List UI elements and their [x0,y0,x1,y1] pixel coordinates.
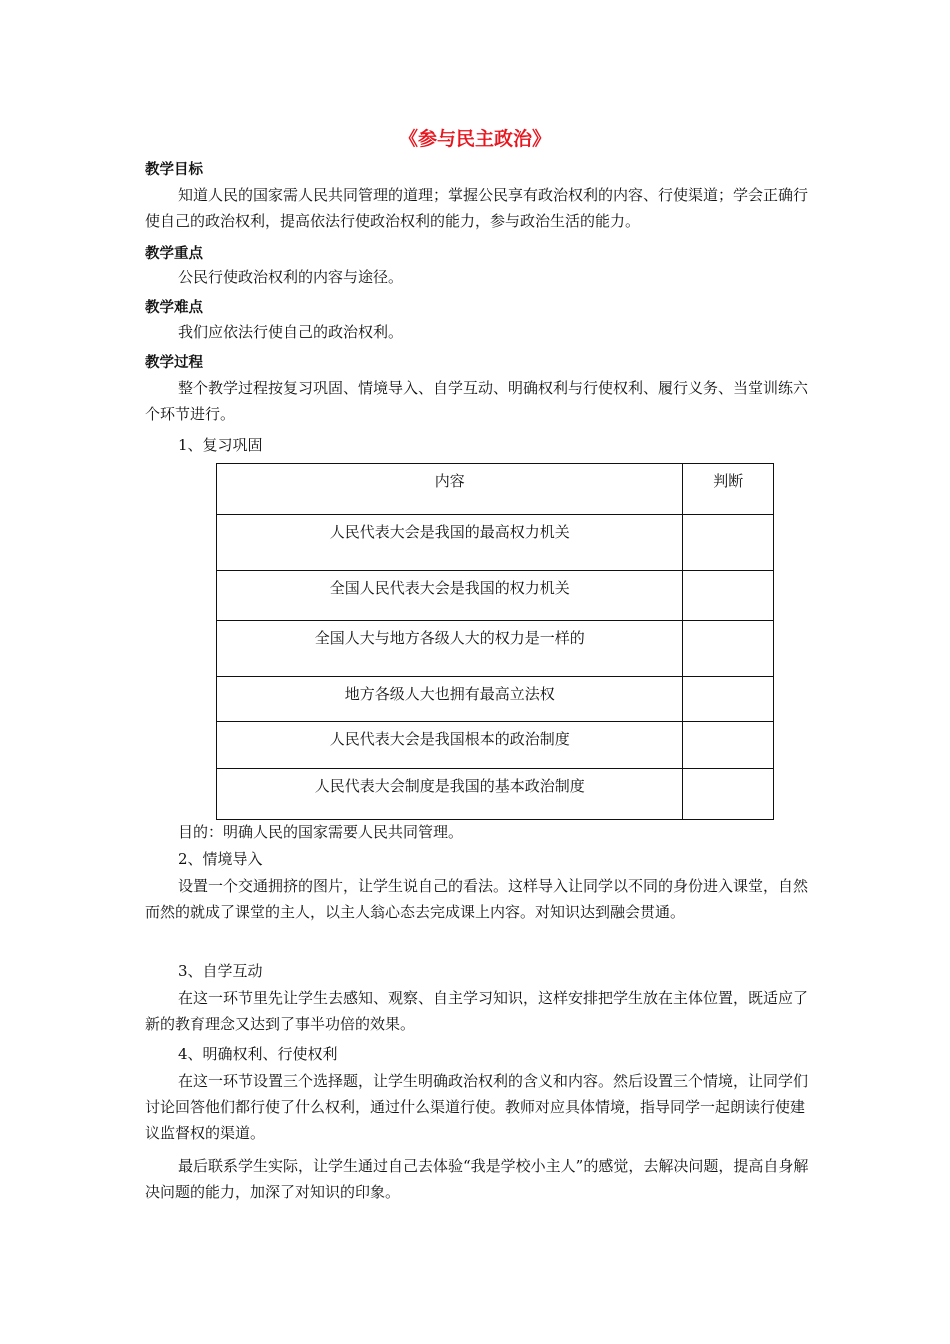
process-heading: 教学过程 [145,355,203,371]
difficulty-text: 我们应依法行使自己的政治权利。 [178,323,404,341]
table-header-row [217,464,774,515]
difficulty-heading: 教学难点 [145,300,203,316]
focus-heading: 教学重点 [145,246,203,262]
step2-label: 2、情境导入 [178,850,263,868]
table-header-judgement: 判断 [683,464,774,515]
table-cell-content: 全国人大与地方各级人大的权力是一样的 [217,621,683,677]
table-cell-judgement[interactable] [683,515,774,571]
review-table [216,463,774,820]
step1-purpose: 目的：明确人民的国家需要人民共同管理。 [178,823,464,841]
step3-label: 3、自学互动 [178,962,263,980]
table-row [217,677,774,722]
table-cell-judgement[interactable] [683,722,774,769]
step1-label: 1、复习巩固 [178,436,263,454]
table-cell-judgement[interactable] [683,621,774,677]
step4-label: 4、明确权利、行使权利 [178,1045,338,1063]
step2-text: 设置一个交通拥挤的图片，让学生说自己的看法。这样导入让同学以不同的身份进入课堂，自然而然的就成了课堂的主人，以主人翁心态去完成课上内容。对知识达到融会贯通。 [145,877,809,921]
table-cell-judgement[interactable] [683,677,774,722]
table-row [217,515,774,571]
table-cell-judgement[interactable] [683,769,774,820]
table-row [217,571,774,621]
table-header-content: 内容 [217,464,683,515]
goal-heading: 教学目标 [145,162,203,178]
table-row [217,769,774,820]
table-cell-content: 全国人民代表大会是我国的权力机关 [217,571,683,621]
step3-text: 在这一环节里先让学生去感知、观察、自主学习知识，这样安排把学生放在主体位置，既适应了新的教育理念又达到了事半功倍的效果。 [145,989,809,1033]
table-row [217,722,774,769]
table-cell-content: 人民代表大会制度是我国的基本政治制度 [217,769,683,820]
table-cell-judgement[interactable] [683,571,774,621]
step4-text-1: 在这一环节设置三个选择题，让学生明确政治权利的含义和内容。然后设置三个情境，让同学们讨论回答他们都行使了什么权利，通过什么渠道行使。教师对应具体情境，指导同学一起朗读行使建议监督权的渠道。 [145,1072,809,1142]
document-title: 《参与民主政治》 [398,128,551,150]
table-cell-content: 人民代表大会是我国根本的政治制度 [217,722,683,769]
step4-text-2: 最后联系学生实际，让学生通过自己去体验“我是学校小主人”的感觉，去解决问题，提高自身解决问题的能力，加深了对知识的印象。 [145,1157,809,1201]
table-cell-content: 人民代表大会是我国的最高权力机关 [217,515,683,571]
table-row [217,621,774,677]
process-text: 整个教学过程按复习巩固、情境导入、自学互动、明确权利与行使权利、履行义务、当堂训练六个环节进行。 [145,379,809,423]
focus-text: 公民行使政治权利的内容与途径。 [178,268,404,286]
goal-text: 知道人民的国家需人民共同管理的道理；掌握公民享有政治权利的内容、行使渠道；学会正确行使自己的政治权利，提高依法行使政治权利的能力，参与政治生活的能力。 [145,186,809,230]
table-cell-content: 地方各级人大也拥有最高立法权 [217,677,683,722]
